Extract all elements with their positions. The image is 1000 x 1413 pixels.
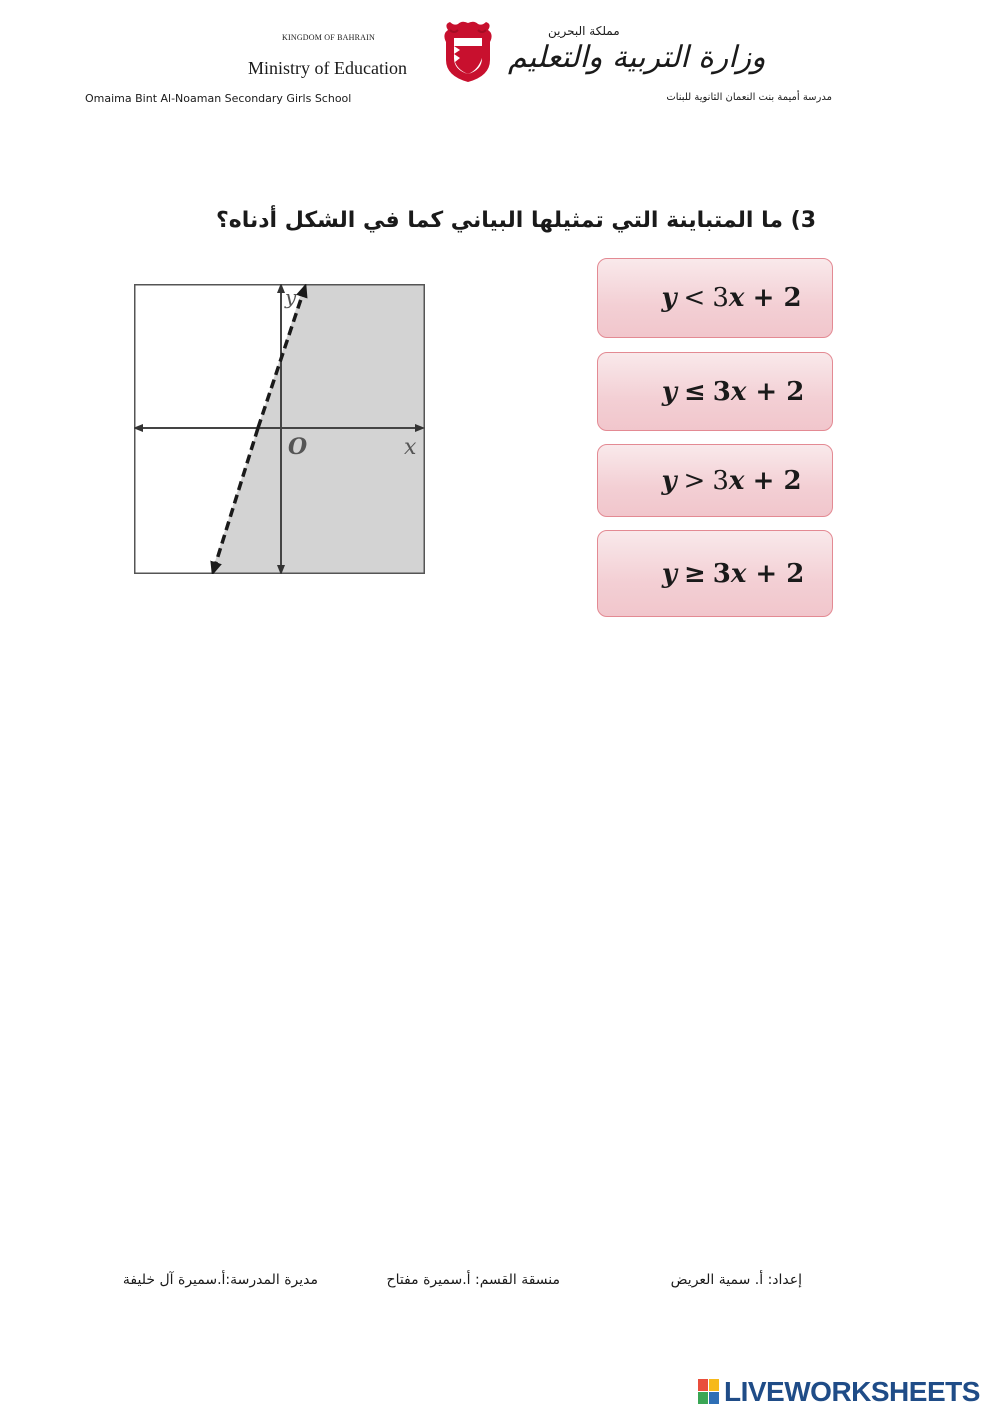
option-rest: + 2 xyxy=(752,465,802,496)
y-axis-label: y xyxy=(285,285,297,309)
option-var: x xyxy=(730,558,747,589)
option-lhs: y xyxy=(661,283,677,313)
option-var: x xyxy=(728,465,745,496)
prepared-by: إعداد: أ. سمية العريض xyxy=(670,1272,802,1288)
ministry-en-title: Ministry of Education xyxy=(248,58,407,78)
liveworksheets-brand[interactable] xyxy=(698,1376,980,1408)
school-ar-name: مدرسة أميمة بنت النعمان الثانوية للبنات xyxy=(666,92,832,103)
department-coordinator: منسقة القسم: أ.سميرة مفتاح xyxy=(386,1272,560,1288)
ministry-ar-title: وزارة التربية والتعليم xyxy=(508,40,766,75)
option-symbol: > xyxy=(683,465,706,496)
kingdom-en-label: KINGDOM OF BAHRAIN xyxy=(282,33,375,42)
option-var: x xyxy=(730,376,747,407)
liveworksheets-logo-icon xyxy=(698,1379,720,1405)
option-lhs: y xyxy=(661,558,677,589)
option-coef: 3 xyxy=(712,376,731,407)
question-text: 3) ما المتباينة التي تمثيلها البياني كما في الشكل أدناه؟ xyxy=(215,208,816,233)
answer-option-2[interactable] xyxy=(597,352,833,431)
option-lhs: y xyxy=(661,465,677,496)
option-var: x xyxy=(728,283,745,313)
option-coef: 3 xyxy=(712,465,729,496)
answer-option-3[interactable] xyxy=(597,444,833,517)
school-en-name: Omaima Bint Al-Noaman Secondary Girls School xyxy=(85,92,352,105)
option-symbol: ≤ xyxy=(683,376,706,407)
inequality-graph xyxy=(134,284,425,574)
school-principal: مديرة المدرسة:أ.سميرة آل خليفة xyxy=(122,1272,318,1288)
option-coef: 3 xyxy=(712,558,731,589)
option-rest: + 2 xyxy=(752,283,802,313)
x-axis-label: x xyxy=(404,435,417,460)
liveworksheets-wordmark: LIVEWORKSHEETS xyxy=(724,1376,980,1407)
option-symbol: ≥ xyxy=(683,558,706,589)
bahrain-emblem-icon xyxy=(440,20,496,84)
option-rest: + 2 xyxy=(755,558,805,589)
answer-option-1[interactable] xyxy=(597,258,833,338)
answer-option-4[interactable] xyxy=(597,530,833,617)
option-lhs: y xyxy=(661,376,677,407)
option-symbol: < xyxy=(683,283,706,313)
origin-label: O xyxy=(288,434,308,460)
option-coef: 3 xyxy=(712,283,729,313)
option-rest: + 2 xyxy=(755,376,805,407)
kingdom-ar-label: مملكة البحرين xyxy=(548,24,620,38)
